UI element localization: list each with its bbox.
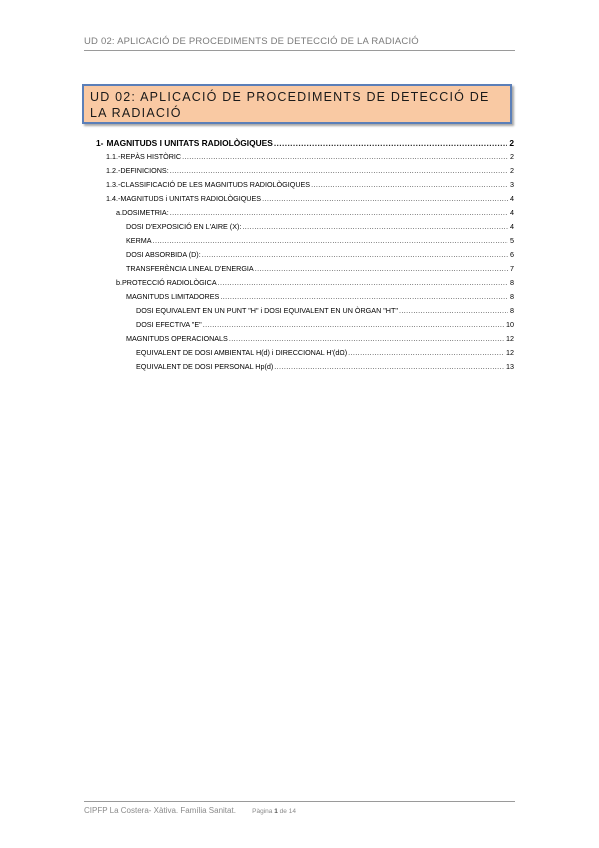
toc-leader <box>229 334 504 344</box>
toc-entry-number: 1.2.- <box>106 166 121 175</box>
toc-entry-page: 5 <box>510 236 514 245</box>
header-rule <box>84 50 515 51</box>
toc-entry-page: 8 <box>510 292 514 301</box>
document-title-line1: UD 02: APLICACIÓ DE PROCEDIMENTS DE DETECCIÓ DE <box>90 90 490 104</box>
page-number <box>252 808 296 815</box>
toc-entry[interactable] <box>136 362 514 372</box>
page-of: de <box>279 808 287 815</box>
toc-entry-label: KERMA <box>126 236 152 245</box>
toc-leader <box>311 180 508 190</box>
toc-entry-label: MAGNITUDS LIMITADORES <box>126 292 220 301</box>
toc-entry-number: 1.4.- <box>106 194 121 203</box>
toc-entry-label: MAGNITUDS I UNITATS RADIOLÒGIQUES <box>106 138 273 148</box>
toc-entry-number: 1.1.- <box>106 152 121 161</box>
toc-entry-page: 4 <box>510 194 514 203</box>
toc-entry-number: 1.3.- <box>106 180 121 189</box>
toc-leader <box>170 208 508 218</box>
toc-entry[interactable] <box>106 194 514 204</box>
toc-entry[interactable] <box>96 138 514 149</box>
toc-entry[interactable] <box>136 348 514 358</box>
toc-entry-page: 2 <box>509 138 514 148</box>
toc-leader <box>153 236 508 246</box>
toc-entry-label: DOSI D'EXPOSICIÓ EN L'AIRE (X): <box>126 222 242 231</box>
document-title <box>82 84 512 124</box>
toc-entry-number: a. <box>116 208 122 217</box>
toc-entry-number: b. <box>116 278 122 287</box>
toc-leader <box>170 166 508 176</box>
toc-entry-page: 3 <box>510 180 514 189</box>
toc-entry-label: DOSI EFECTIVA "E" <box>136 320 202 329</box>
toc-entry[interactable] <box>116 278 514 288</box>
toc-entry-label: CLASSIFICACIÓ DE LES MAGNITUDS RADIOLÒGIQUES <box>120 180 311 189</box>
toc-entry-page: 8 <box>510 278 514 287</box>
toc-entry[interactable] <box>136 320 514 330</box>
toc-entry-page: 6 <box>510 250 514 259</box>
toc-leader <box>202 250 508 260</box>
toc-entry[interactable] <box>106 152 514 162</box>
toc-entry-label: MAGNITUDS OPERACIONALS <box>126 334 228 343</box>
footer-rule <box>84 801 515 802</box>
toc-entry[interactable] <box>116 208 514 218</box>
toc-leader <box>242 222 508 232</box>
toc-entry-page: 4 <box>510 222 514 231</box>
toc-entry-page: 8 <box>510 306 514 315</box>
toc-leader <box>262 194 508 204</box>
toc-entry-page: 2 <box>510 166 514 175</box>
toc-leader <box>182 152 508 162</box>
toc-entry-page: 13 <box>506 362 514 371</box>
toc-entry-label: DOSI EQUIVALENT EN UN PUNT "H" i DOSI EQUIVALENT EN UN ÒRGAN "HT" <box>136 306 398 315</box>
toc-entry-page: 4 <box>510 208 514 217</box>
toc-entry-label: EQUIVALENT DE DOSI AMBIENTAL H(d) i DIRECCIONAL H'(dΩ) <box>136 348 348 357</box>
toc-entry[interactable] <box>136 306 514 316</box>
toc-entry[interactable] <box>126 334 514 344</box>
document-title-line2: LA RADIACIÓ <box>90 106 182 120</box>
toc-leader <box>399 306 508 316</box>
toc-entry[interactable] <box>126 236 514 246</box>
toc-entry-label: DOSIMETRIA: <box>122 208 169 217</box>
toc-leader <box>203 320 504 330</box>
toc-entry-page: 7 <box>510 264 514 273</box>
toc-leader <box>255 264 508 274</box>
toc-entry-label: EQUIVALENT DE DOSI PERSONAL Hp(d) <box>136 362 274 371</box>
toc-entry-page: 10 <box>506 320 514 329</box>
toc-leader <box>348 348 504 358</box>
toc-leader <box>274 362 504 372</box>
page-footer <box>84 806 296 815</box>
page-word: Pàgina <box>252 808 273 815</box>
toc-entry-page: 12 <box>506 348 514 357</box>
toc-entry[interactable] <box>106 166 514 176</box>
toc-entry-label: DOSI ABSORBIDA (D): <box>126 250 201 259</box>
toc-leader <box>274 138 508 149</box>
toc-entry-label: MAGNITUDS i UNITATS RADIOLÒGIQUES <box>120 194 262 203</box>
toc-entry-page: 12 <box>506 334 514 343</box>
toc-entry-label: PROTECCIÓ RADIOLÒGICA <box>122 278 217 287</box>
toc-entry-label: TRANSFERÈNCIA LINEAL D'ENERGIA <box>126 264 254 273</box>
toc-entry-label: REPÀS HISTÒRIC <box>120 152 182 161</box>
page-current: 1 <box>274 808 278 815</box>
toc-entry[interactable] <box>126 250 514 260</box>
toc-entry[interactable] <box>106 180 514 190</box>
toc-entry[interactable] <box>126 264 514 274</box>
toc-leader <box>220 292 508 302</box>
footer-institution: CIPFP La Costera- Xàtiva. Família Sanitat. <box>84 806 236 815</box>
toc-leader <box>218 278 508 288</box>
toc-entry[interactable] <box>126 292 514 302</box>
running-header: UD 02: APLICACIÓ DE PROCEDIMENTS DE DETECCIÓ DE LA RADIACIÓ <box>84 36 419 47</box>
toc-entry-number: 1- <box>96 138 104 148</box>
toc-entry-label: DEFINICIONS: <box>120 166 169 175</box>
toc-entry[interactable] <box>126 222 514 232</box>
page-total: 14 <box>288 808 296 815</box>
toc-entry-page: 2 <box>510 152 514 161</box>
